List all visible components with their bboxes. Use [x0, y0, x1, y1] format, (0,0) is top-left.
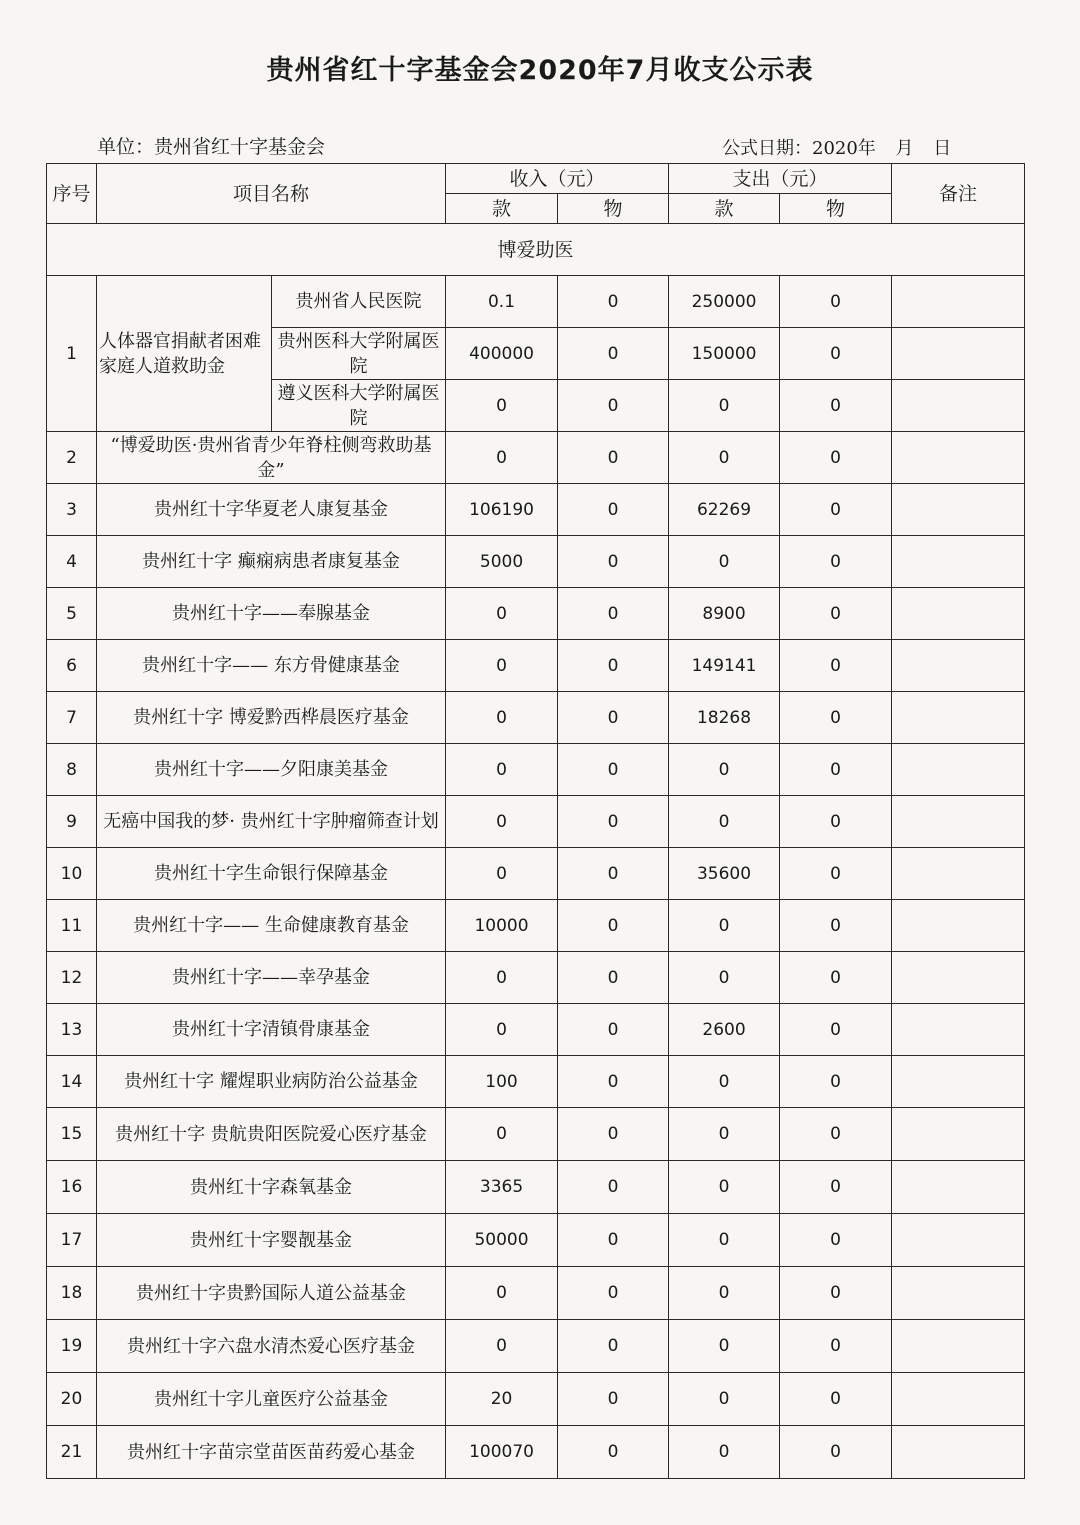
row-name: 贵州红十字生命银行保障基金: [97, 848, 446, 900]
cell-out-goods: 0: [780, 952, 892, 1004]
cell-in-cash: 0: [446, 744, 558, 796]
cell-in-cash: 0: [446, 640, 558, 692]
cell-in-goods: 0: [558, 1373, 669, 1426]
row-seq: 15: [47, 1108, 97, 1161]
cell-remark: [892, 432, 1025, 484]
cell-out-goods: 0: [780, 432, 892, 484]
row-seq: 3: [47, 484, 97, 536]
cell-out-goods: 0: [780, 328, 892, 380]
table-row: [47, 640, 1025, 692]
cell-in-goods: 0: [558, 328, 669, 380]
row-seq: 17: [47, 1214, 97, 1267]
cell-out-goods: 0: [780, 1161, 892, 1214]
cell-out-cash: 0: [669, 432, 780, 484]
cell-remark: [892, 328, 1025, 380]
cell-in-cash: 0: [446, 1267, 558, 1320]
row-seq: 13: [47, 1004, 97, 1056]
row-subname: 贵州省人民医院: [272, 276, 446, 328]
header-remark: 备注: [892, 164, 1025, 224]
cell-out-goods: 0: [780, 1426, 892, 1479]
cell-in-cash: 0.1: [446, 276, 558, 328]
table-row: [47, 952, 1025, 1004]
header-expense: 支出（元）: [669, 164, 892, 194]
cell-in-goods: 0: [558, 1267, 669, 1320]
cell-remark: [892, 1004, 1025, 1056]
cell-in-cash: 3365: [446, 1161, 558, 1214]
table-row: [47, 484, 1025, 536]
cell-in-goods: 0: [558, 1320, 669, 1373]
table-row: [47, 536, 1025, 588]
cell-in-cash: 400000: [446, 328, 558, 380]
cell-remark: [892, 484, 1025, 536]
cell-out-cash: 0: [669, 900, 780, 952]
cell-out-goods: 0: [780, 692, 892, 744]
row-name: 贵州红十字 博爱黔西桦晨医疗基金: [97, 692, 446, 744]
cell-out-cash: 0: [669, 952, 780, 1004]
row-name: 贵州红十字苗宗堂苗医苗药爱心基金: [97, 1426, 446, 1479]
row-seq: 5: [47, 588, 97, 640]
cell-in-goods: 0: [558, 900, 669, 952]
cell-out-cash: 0: [669, 536, 780, 588]
cell-out-goods: 0: [780, 1373, 892, 1426]
cell-out-goods: 0: [780, 588, 892, 640]
cell-in-cash: 5000: [446, 536, 558, 588]
table-row: [47, 900, 1025, 952]
cell-out-cash: 250000: [669, 276, 780, 328]
cell-out-cash: 35600: [669, 848, 780, 900]
cell-in-cash: 20: [446, 1373, 558, 1426]
cell-in-cash: 50000: [446, 1214, 558, 1267]
cell-out-cash: 0: [669, 1373, 780, 1426]
row-name: 人体器官捐献者困难家庭人道救助金: [97, 276, 272, 432]
table-row: [47, 796, 1025, 848]
cell-remark: [892, 1373, 1025, 1426]
header-income: 收入（元）: [446, 164, 669, 194]
table-row: [47, 1161, 1025, 1214]
row-seq: 7: [47, 692, 97, 744]
header-name: 项目名称: [97, 164, 446, 224]
row-seq: 9: [47, 796, 97, 848]
publish-date-day: 日: [933, 138, 952, 159]
row-seq: 2: [47, 432, 97, 484]
publish-date: [722, 134, 965, 160]
row-seq: 20: [47, 1373, 97, 1426]
cell-remark: [892, 276, 1025, 328]
table-row: [47, 848, 1025, 900]
cell-out-cash: 0: [669, 1320, 780, 1373]
page-title: 贵州省红十字基金会2020年7月收支公示表: [266, 55, 814, 86]
row-name: 贵州红十字—— 生命健康教育基金: [97, 900, 446, 952]
row-seq: 21: [47, 1426, 97, 1479]
cell-out-goods: 0: [780, 1320, 892, 1373]
cell-out-cash: 0: [669, 1426, 780, 1479]
table-body: [47, 224, 1025, 1479]
cell-out-cash: 2600: [669, 1004, 780, 1056]
row-name: 贵州红十字 贵航贵阳医院爱心医疗基金: [97, 1108, 446, 1161]
cell-in-cash: 0: [446, 692, 558, 744]
cell-in-goods: 0: [558, 1056, 669, 1108]
row-seq: 4: [47, 536, 97, 588]
cell-remark: [892, 692, 1025, 744]
header-income-goods: 物: [558, 194, 669, 224]
cell-remark: [892, 1214, 1025, 1267]
row-name: 贵州红十字森氧基金: [97, 1161, 446, 1214]
row-name: 贵州红十字六盘水清杰爱心医疗基金: [97, 1320, 446, 1373]
cell-in-cash: 0: [446, 848, 558, 900]
cell-in-goods: 0: [558, 536, 669, 588]
finance-table: [46, 163, 1025, 1479]
cell-in-goods: 0: [558, 744, 669, 796]
row-seq: 19: [47, 1320, 97, 1373]
cell-in-goods: 0: [558, 380, 669, 432]
row-seq: 12: [47, 952, 97, 1004]
cell-in-cash: 0: [446, 796, 558, 848]
cell-out-goods: 0: [780, 380, 892, 432]
cell-out-goods: 0: [780, 848, 892, 900]
unit-label: 单位：贵州省红十字基金会: [97, 136, 326, 158]
cell-out-cash: 0: [669, 796, 780, 848]
cell-in-cash: 100: [446, 1056, 558, 1108]
cell-remark: [892, 1108, 1025, 1161]
row-seq: 16: [47, 1161, 97, 1214]
cell-remark: [892, 588, 1025, 640]
cell-in-goods: 0: [558, 432, 669, 484]
cell-in-goods: 0: [558, 1161, 669, 1214]
cell-remark: [892, 1426, 1025, 1479]
row-name: 贵州红十字——夕阳康美基金: [97, 744, 446, 796]
header-expense-cash: 款: [669, 194, 780, 224]
cell-out-goods: 0: [780, 536, 892, 588]
cell-out-goods: 0: [780, 796, 892, 848]
row-name: 贵州红十字——奉腺基金: [97, 588, 446, 640]
cell-in-goods: 0: [558, 484, 669, 536]
cell-in-goods: 0: [558, 588, 669, 640]
cell-out-goods: 0: [780, 640, 892, 692]
cell-out-cash: 0: [669, 1214, 780, 1267]
row-name: 贵州红十字华夏老人康复基金: [97, 484, 446, 536]
row-subname: 遵义医科大学附属医院: [272, 380, 446, 432]
cell-in-goods: 0: [558, 1214, 669, 1267]
cell-out-cash: 0: [669, 1267, 780, 1320]
row-name: 贵州红十字 耀煋职业病防治公益基金: [97, 1056, 446, 1108]
header-income-cash: 款: [446, 194, 558, 224]
table-row: [47, 1108, 1025, 1161]
cell-in-goods: 0: [558, 692, 669, 744]
cell-out-cash: 62269: [669, 484, 780, 536]
cell-remark: [892, 848, 1025, 900]
cell-in-goods: 0: [558, 1108, 669, 1161]
section-heading: 博爱助医: [47, 224, 1025, 276]
cell-out-goods: 0: [780, 900, 892, 952]
row-subname: 贵州医科大学附属医院: [272, 328, 446, 380]
cell-in-goods: 0: [558, 1004, 669, 1056]
cell-out-goods: 0: [780, 1267, 892, 1320]
row-seq: 10: [47, 848, 97, 900]
cell-in-cash: 106190: [446, 484, 558, 536]
row-name: 贵州红十字贵黔国际人道公益基金: [97, 1267, 446, 1320]
publish-date-month: 月: [895, 138, 914, 159]
cell-remark: [892, 744, 1025, 796]
cell-in-cash: 0: [446, 1108, 558, 1161]
row-seq: 6: [47, 640, 97, 692]
row-seq: 11: [47, 900, 97, 952]
table-row: [47, 1056, 1025, 1108]
cell-remark: [892, 1161, 1025, 1214]
cell-in-cash: 0: [446, 1320, 558, 1373]
cell-out-cash: 0: [669, 1161, 780, 1214]
table-row: [47, 744, 1025, 796]
cell-out-cash: 150000: [669, 328, 780, 380]
cell-out-goods: 0: [780, 1108, 892, 1161]
row-name: 贵州红十字清镇骨康基金: [97, 1004, 446, 1056]
cell-in-cash: 0: [446, 1004, 558, 1056]
header-seq: 序号: [47, 164, 97, 224]
cell-remark: [892, 900, 1025, 952]
table-row: [47, 692, 1025, 744]
cell-remark: [892, 952, 1025, 1004]
cell-in-cash: 10000: [446, 900, 558, 952]
cell-remark: [892, 1320, 1025, 1373]
cell-out-cash: 0: [669, 744, 780, 796]
row-seq: 18: [47, 1267, 97, 1320]
row-name: 无癌中国我的梦· 贵州红十字肿瘤筛查计划: [97, 796, 446, 848]
cell-remark: [892, 380, 1025, 432]
publish-date-label: 公式日期：2020年: [722, 138, 876, 159]
cell-out-cash: 18268: [669, 692, 780, 744]
cell-in-cash: 0: [446, 952, 558, 1004]
cell-out-goods: 0: [780, 484, 892, 536]
table-row: [47, 276, 1025, 328]
cell-out-cash: 0: [669, 1108, 780, 1161]
cell-out-goods: 0: [780, 1056, 892, 1108]
cell-remark: [892, 640, 1025, 692]
table-row: [47, 1426, 1025, 1479]
cell-remark: [892, 796, 1025, 848]
row-seq: 8: [47, 744, 97, 796]
cell-out-cash: 8900: [669, 588, 780, 640]
header-expense-goods: 物: [780, 194, 892, 224]
cell-in-cash: 0: [446, 432, 558, 484]
cell-in-goods: 0: [558, 276, 669, 328]
cell-remark: [892, 536, 1025, 588]
cell-out-goods: 0: [780, 1214, 892, 1267]
cell-out-cash: 149141: [669, 640, 780, 692]
row-name: 贵州红十字婴靓基金: [97, 1214, 446, 1267]
row-name: “博爱助医·贵州省青少年脊柱侧弯救助基金”: [97, 432, 446, 484]
table-row: [47, 432, 1025, 484]
cell-in-cash: 0: [446, 588, 558, 640]
cell-in-goods: 0: [558, 1426, 669, 1479]
table-row: [47, 588, 1025, 640]
row-name: 贵州红十字儿童医疗公益基金: [97, 1373, 446, 1426]
cell-in-goods: 0: [558, 952, 669, 1004]
row-name: 贵州红十字—— 东方骨健康基金: [97, 640, 446, 692]
table-row: [47, 1214, 1025, 1267]
cell-remark: [892, 1056, 1025, 1108]
cell-out-goods: 0: [780, 1004, 892, 1056]
cell-in-cash: 0: [446, 380, 558, 432]
row-name: 贵州红十字 癫痫病患者康复基金: [97, 536, 446, 588]
cell-out-goods: 0: [780, 276, 892, 328]
table-row: [47, 1004, 1025, 1056]
cell-in-goods: 0: [558, 848, 669, 900]
cell-in-cash: 100070: [446, 1426, 558, 1479]
row-seq: 1: [47, 276, 97, 432]
cell-in-goods: 0: [558, 640, 669, 692]
cell-out-cash: 0: [669, 1056, 780, 1108]
table-row: [47, 1373, 1025, 1426]
cell-in-goods: 0: [558, 796, 669, 848]
cell-remark: [892, 1267, 1025, 1320]
table-row: [47, 1320, 1025, 1373]
cell-out-goods: 0: [780, 744, 892, 796]
row-name: 贵州红十字——幸孕基金: [97, 952, 446, 1004]
cell-out-cash: 0: [669, 380, 780, 432]
table-row: [47, 1267, 1025, 1320]
row-seq: 14: [47, 1056, 97, 1108]
